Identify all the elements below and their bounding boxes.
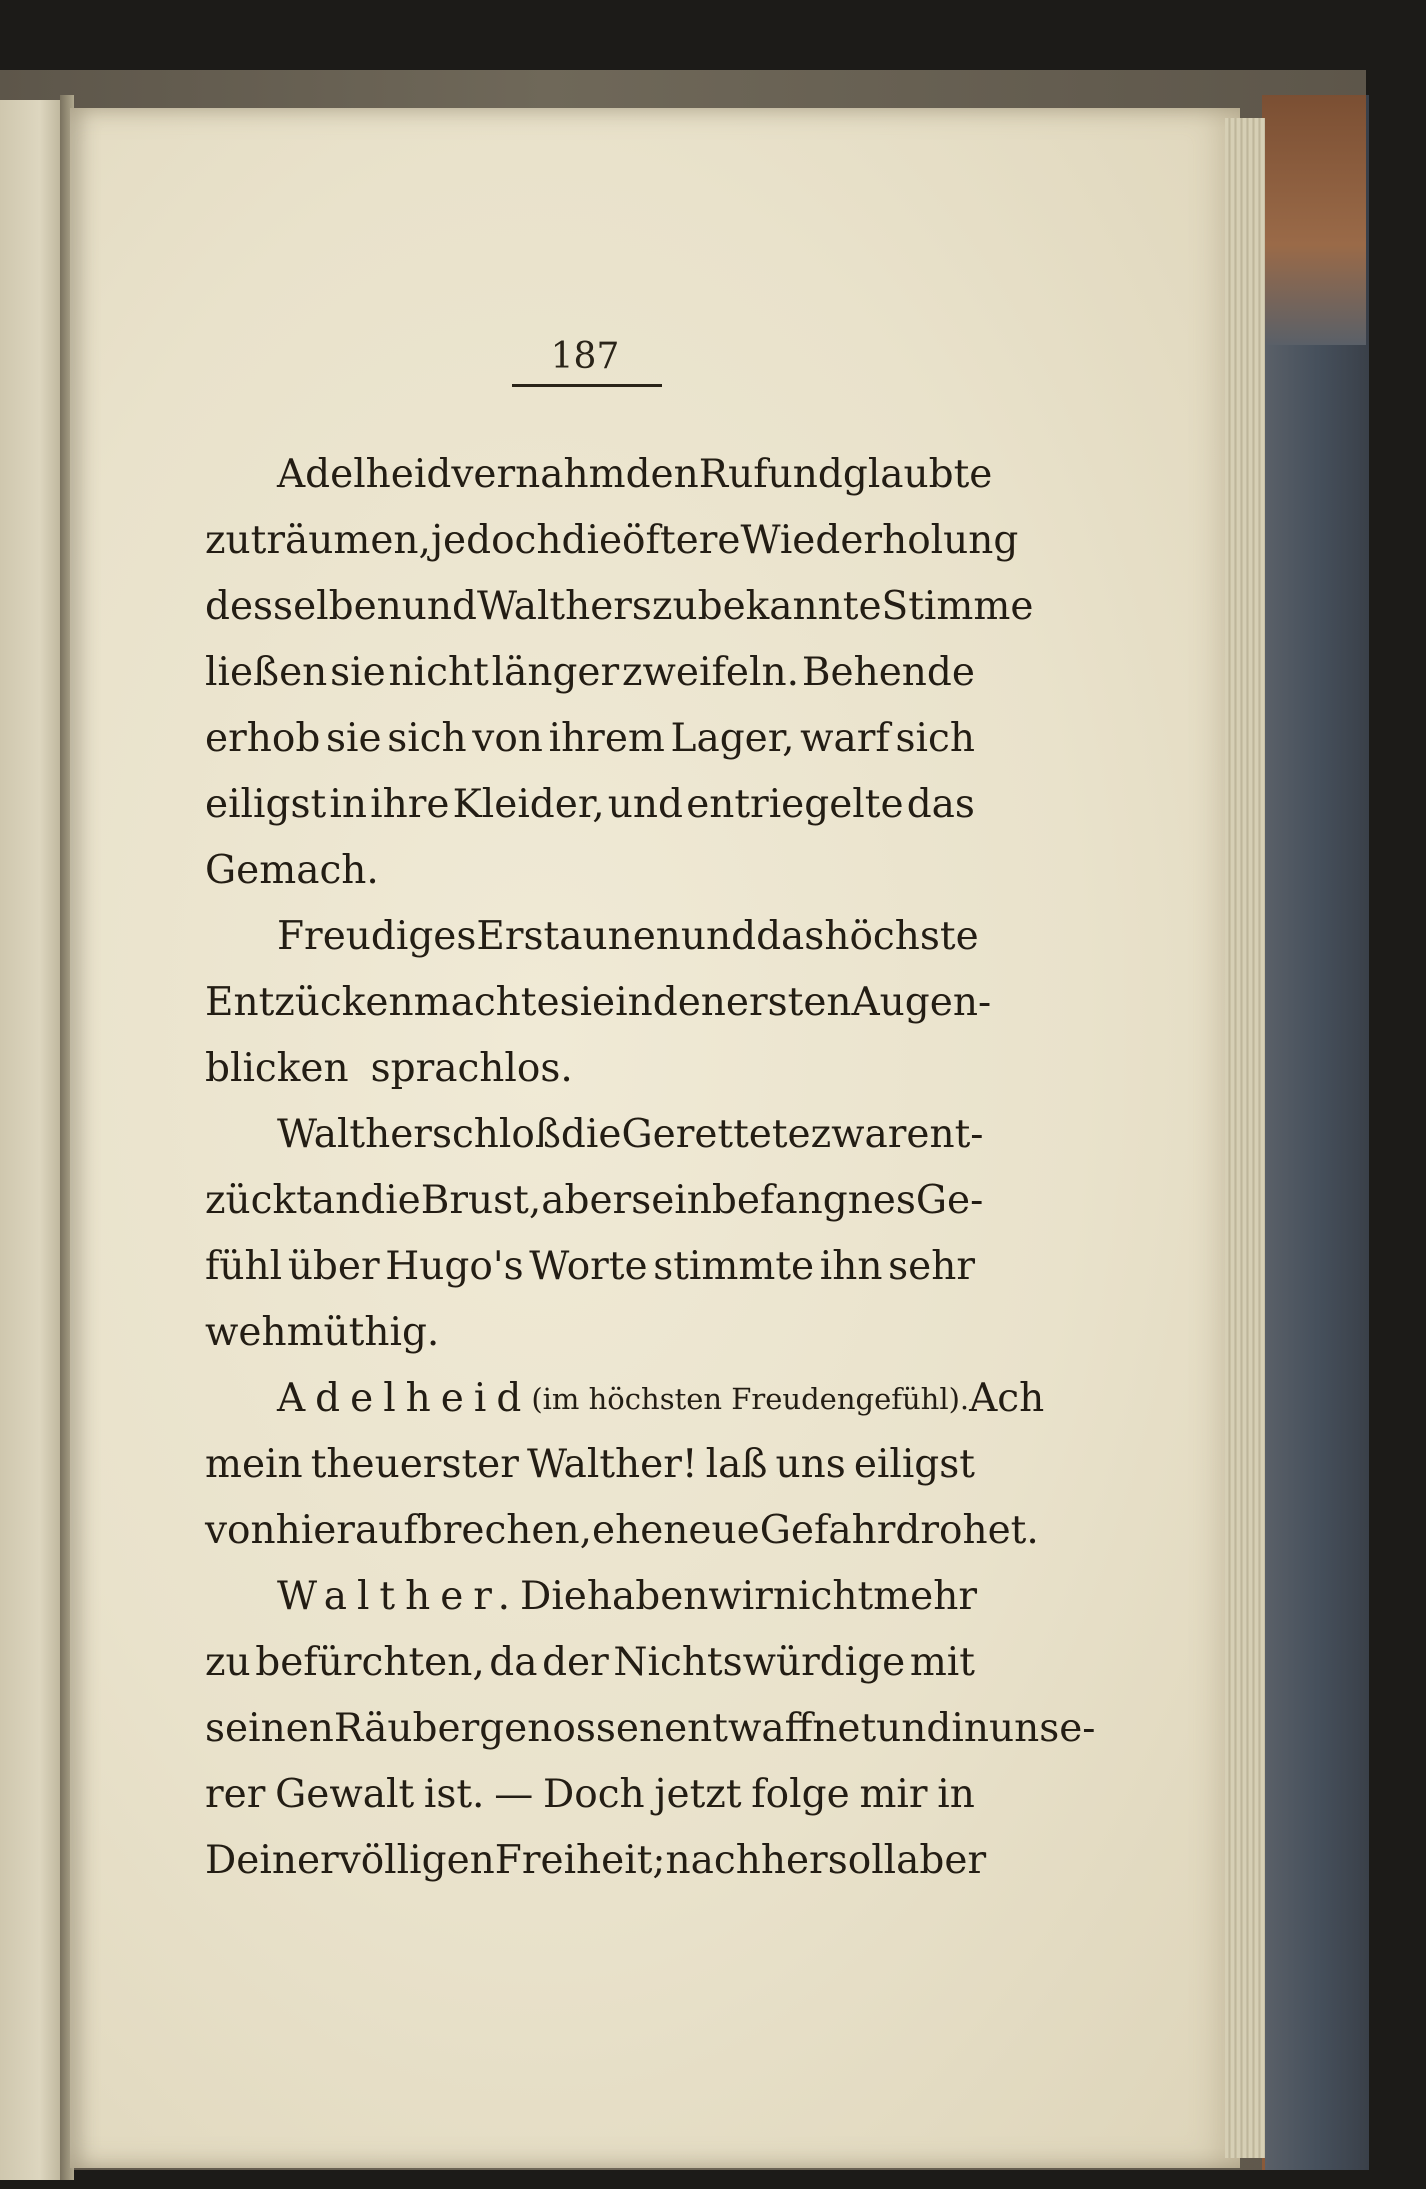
word: befangnes <box>711 1178 916 1223</box>
word: entriegelte <box>686 782 904 827</box>
word: desselben <box>205 584 402 629</box>
word: Entzücken <box>205 980 414 1025</box>
word: uns <box>775 1442 846 1487</box>
word: und <box>767 452 843 497</box>
word: in <box>615 980 653 1025</box>
word: fühl <box>205 1244 283 1289</box>
word: mit <box>909 1640 975 1685</box>
word: Deiner <box>205 1838 339 1883</box>
text-line <box>205 1498 1039 1564</box>
word: folge <box>751 1772 850 1817</box>
text-line <box>205 1630 975 1696</box>
word: zückt <box>205 1178 312 1223</box>
text-line <box>205 1036 975 1102</box>
word: ihn <box>819 1244 883 1289</box>
page-text <box>205 442 1096 1894</box>
word: nicht <box>772 1574 874 1619</box>
word: zu <box>205 518 251 563</box>
word: ihrem <box>548 716 665 761</box>
text-line <box>205 508 1019 574</box>
cover-leather-corner <box>1262 95 1366 345</box>
word: nachher <box>665 1838 828 1883</box>
word: sie <box>325 716 382 761</box>
word: ließen <box>205 650 328 695</box>
text-line <box>205 1432 975 1498</box>
word: blicken <box>205 1046 349 1091</box>
word: Gefahr <box>759 1508 896 1553</box>
word: Hugo's <box>385 1244 524 1289</box>
word: Nichtswürdige <box>613 1640 906 1685</box>
word: die <box>560 1112 622 1157</box>
word: wehmüthig. <box>205 1310 440 1355</box>
word: Doch <box>542 1772 645 1817</box>
word: den <box>625 452 699 497</box>
word: an <box>311 1178 361 1223</box>
text-line <box>205 970 992 1036</box>
word: Räubergenossen <box>333 1706 665 1751</box>
word: machte <box>413 980 560 1025</box>
text-line <box>205 640 975 706</box>
word: jedoch <box>430 518 562 563</box>
word: Augen- <box>851 980 992 1025</box>
text-line <box>205 1234 975 1300</box>
text-line <box>205 1102 984 1168</box>
page-number: 187 <box>550 336 620 377</box>
word: und <box>876 1706 952 1751</box>
word: hier <box>275 1508 355 1553</box>
word: warf <box>800 716 890 761</box>
word: erhob <box>205 716 321 761</box>
word: ersten <box>725 980 852 1025</box>
word: mehr <box>873 1574 977 1619</box>
word: das <box>906 782 975 827</box>
text-line <box>205 706 975 772</box>
word: Ge- <box>915 1178 984 1223</box>
word: Wiederholung <box>740 518 1019 563</box>
word: schloß <box>431 1112 561 1157</box>
word: Worte <box>529 1244 648 1289</box>
text-line <box>205 1696 1096 1762</box>
word: träumen, <box>250 518 431 563</box>
text-line <box>205 1762 975 1828</box>
word: zu <box>205 1640 251 1685</box>
page-number-rule <box>512 384 662 387</box>
word: stimmte <box>653 1244 815 1289</box>
word: Die <box>520 1574 587 1619</box>
left-page-edge <box>0 100 66 2180</box>
word: Erstaunen <box>476 914 681 959</box>
word: das <box>756 914 825 959</box>
word: haben <box>586 1574 709 1619</box>
word: völligen <box>338 1838 495 1883</box>
word: Walther <box>277 1112 432 1157</box>
page-stack-edges <box>1225 118 1265 2158</box>
word: Ach <box>969 1376 1045 1421</box>
word: sehr <box>888 1244 975 1289</box>
word: den <box>652 980 726 1025</box>
word: jetzt <box>654 1772 742 1817</box>
word: und <box>401 584 477 629</box>
word: zweifeln. <box>622 650 799 695</box>
word: ehe <box>592 1508 664 1553</box>
word: ihre <box>370 782 450 827</box>
word: rer <box>205 1772 266 1817</box>
word: drohet. <box>895 1508 1039 1553</box>
word: sie <box>559 980 616 1025</box>
text-line <box>205 1168 984 1234</box>
word: eiligst <box>205 782 327 827</box>
word: und <box>607 782 683 827</box>
word: zwar <box>810 1112 907 1157</box>
word: seinen <box>205 1706 334 1751</box>
word: Gewalt <box>275 1772 415 1817</box>
word: soll <box>827 1838 897 1883</box>
word: Freiheit; <box>494 1838 666 1883</box>
word: wir <box>708 1574 773 1619</box>
text-line <box>205 442 993 508</box>
word: Freudiges <box>277 914 477 959</box>
word: die <box>561 518 623 563</box>
word: in <box>329 782 367 827</box>
word: Behende <box>801 650 975 695</box>
word: bekannte <box>697 584 882 629</box>
word: aber <box>896 1838 987 1883</box>
word: Brust, <box>420 1178 542 1223</box>
speaker-name: Adelheid <box>277 1376 532 1421</box>
dialogue-line <box>205 1564 975 1630</box>
word: theuerster <box>310 1442 519 1487</box>
word: Stimme <box>881 584 1034 629</box>
word: ent- <box>906 1112 984 1157</box>
word: über <box>287 1244 380 1289</box>
text-line <box>205 838 975 904</box>
word: höchste <box>824 914 979 959</box>
word: vernahm <box>451 452 626 497</box>
book-cover-edge <box>1262 95 1369 2170</box>
text-line <box>205 1300 975 1366</box>
word: sprachlos. <box>370 1046 573 1091</box>
stage-direction: (im höchsten Freudengefühl). <box>531 1382 970 1416</box>
word: aber <box>541 1178 632 1223</box>
word: befürchten, <box>255 1640 485 1685</box>
text-line <box>205 904 979 970</box>
word: Walther! <box>526 1442 698 1487</box>
word: der <box>542 1640 609 1685</box>
word: Walthers <box>477 584 652 629</box>
word: Ruf <box>698 452 768 497</box>
word: unse- <box>988 1706 1096 1751</box>
word: Gerettete <box>621 1112 811 1157</box>
text-line <box>205 772 975 838</box>
word: ist. <box>423 1772 485 1817</box>
word: sich <box>895 716 975 761</box>
word: glaubte <box>842 452 993 497</box>
word: in <box>937 1772 975 1817</box>
word: zu <box>651 584 698 629</box>
word: Gemach. <box>205 848 379 893</box>
word: sich <box>387 716 467 761</box>
word: sein <box>631 1178 712 1223</box>
word: sie <box>330 650 386 695</box>
word: mein <box>205 1442 303 1487</box>
word: von <box>472 716 543 761</box>
word: und <box>680 914 757 959</box>
speaker-name: Walther. <box>277 1574 521 1619</box>
word: mir <box>859 1772 928 1817</box>
word: nicht <box>388 650 489 695</box>
word: in <box>951 1706 989 1751</box>
text-line <box>205 1828 987 1894</box>
word: da <box>489 1640 538 1685</box>
word: eiligst <box>853 1442 975 1487</box>
word: die <box>360 1178 421 1223</box>
word: öftere <box>622 518 741 563</box>
word: — <box>494 1772 534 1817</box>
word: Adelheid <box>277 452 452 497</box>
word: Kleider, <box>452 782 605 827</box>
word: neue <box>663 1508 760 1553</box>
word: aufbrechen, <box>354 1508 593 1553</box>
word: Lager, <box>670 716 795 761</box>
word: länger <box>491 650 620 695</box>
word: laß <box>705 1442 768 1487</box>
word: von <box>205 1508 276 1553</box>
dialogue-line <box>205 1366 1045 1432</box>
text-line <box>205 574 1034 640</box>
word: entwaffnet <box>664 1706 877 1751</box>
